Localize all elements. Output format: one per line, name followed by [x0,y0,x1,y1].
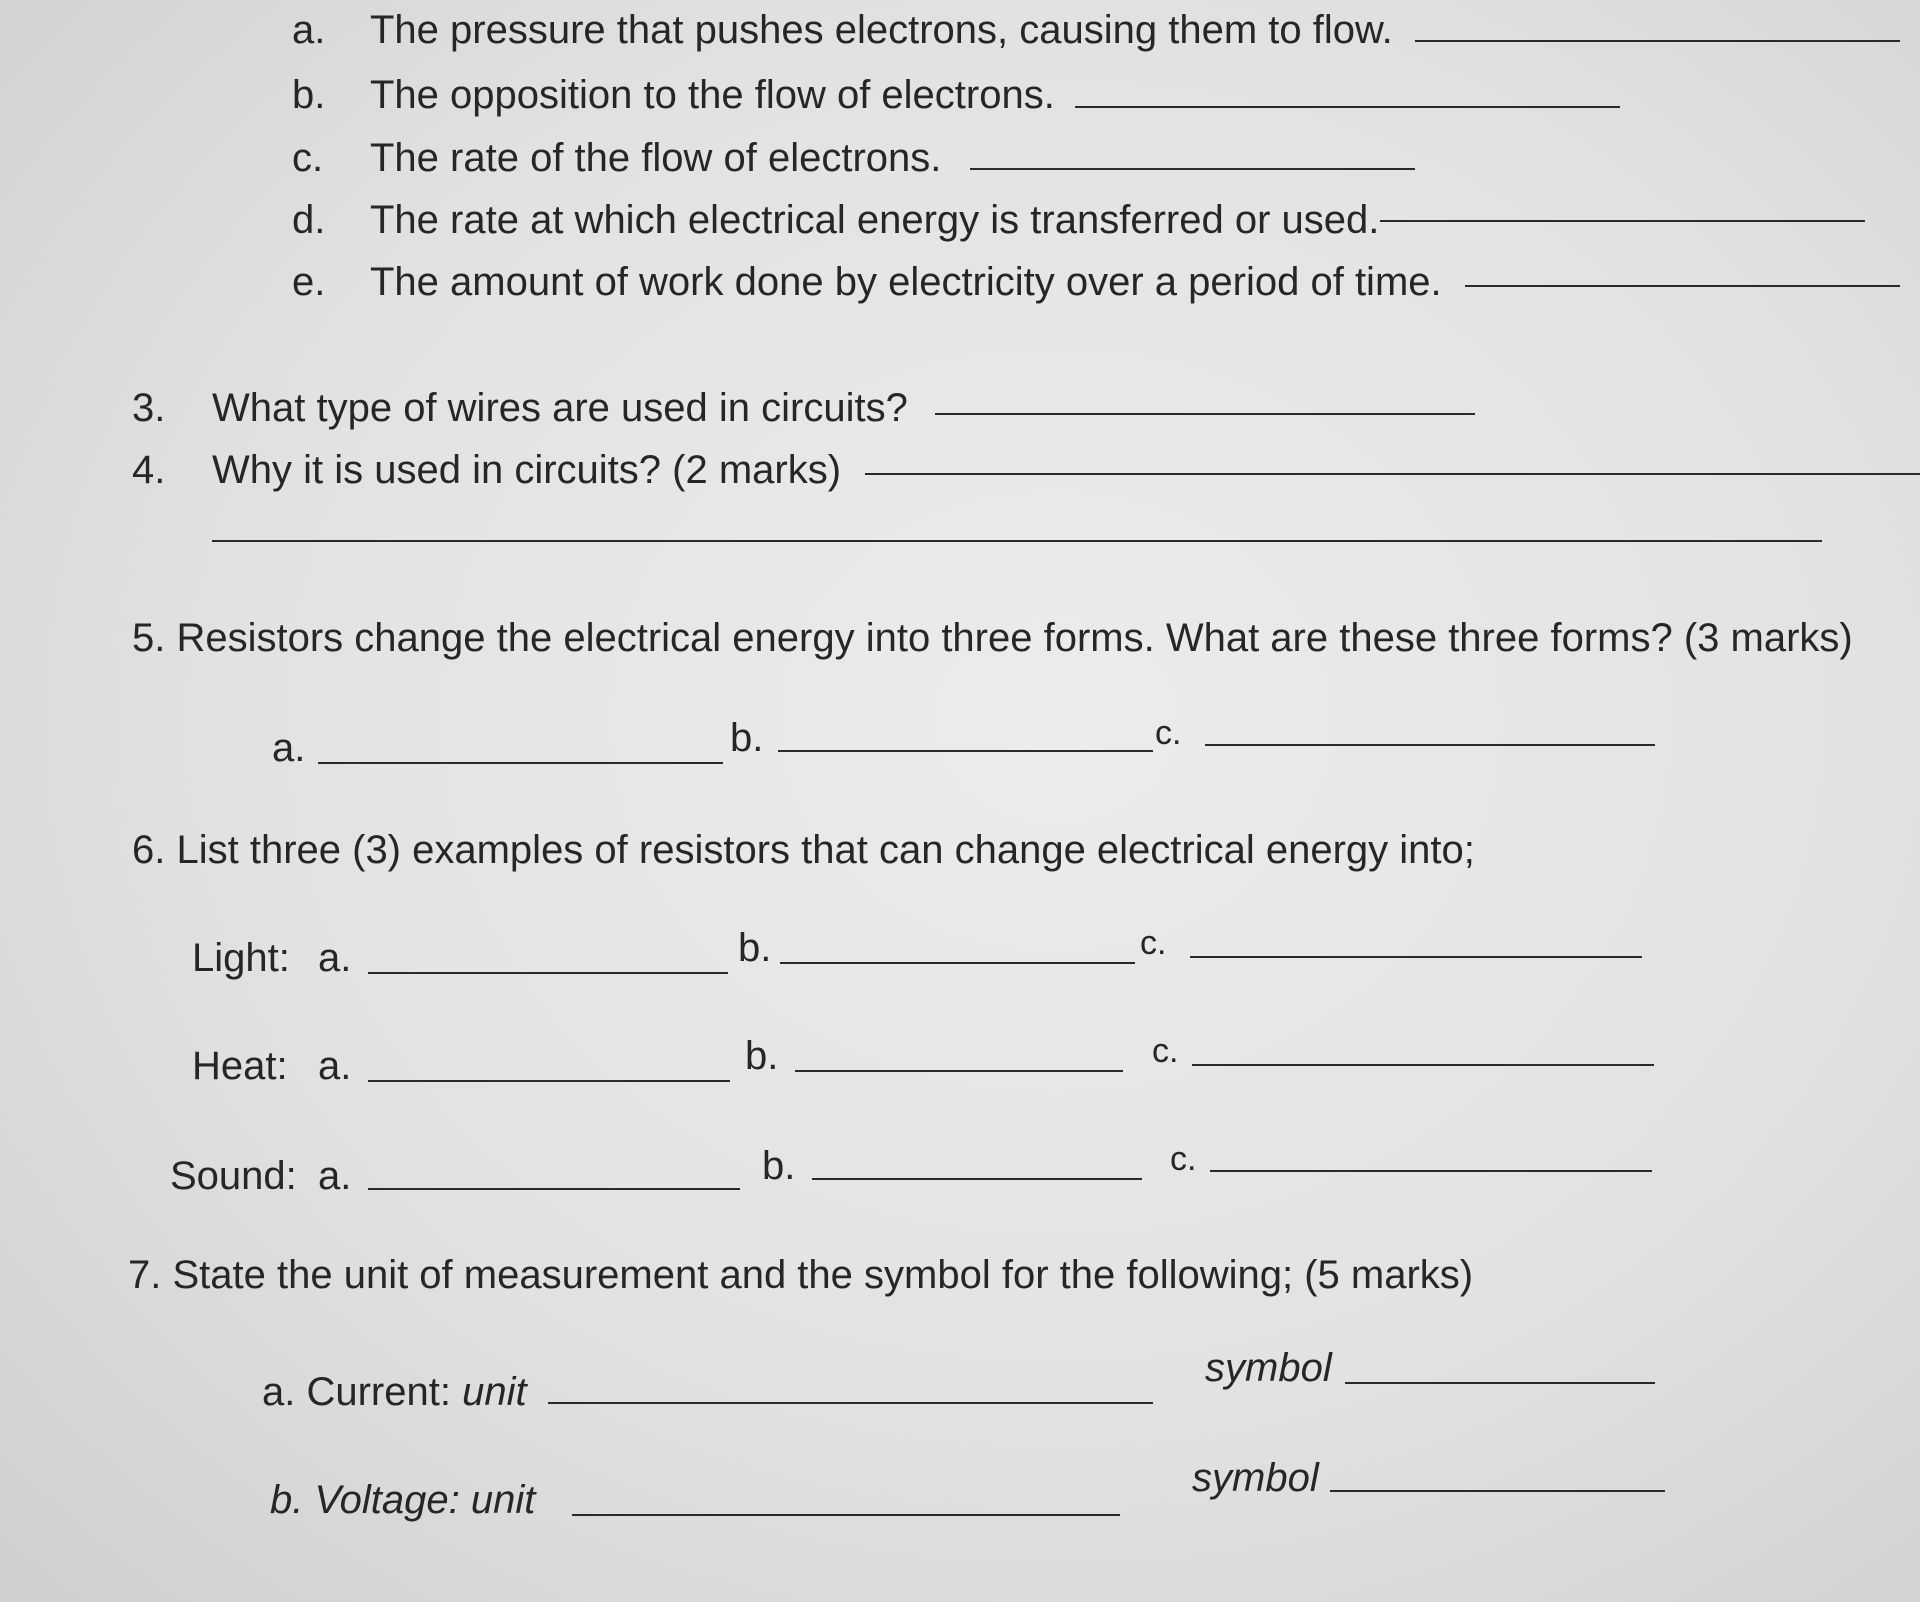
question-6-row-sound-blank-c[interactable] [1210,1170,1652,1172]
q2-item-a-label: a. [292,8,326,52]
question-6-row-sound-blank-b[interactable] [812,1178,1142,1180]
question-7-item-a-symbol-blank[interactable] [1345,1382,1655,1384]
question-7-item-b-symbol-blank[interactable] [1330,1490,1665,1492]
q2-item-c-label: c. [292,136,324,180]
question-5-label-a: a. [272,726,306,770]
question-4-answer-blank-1[interactable] [865,473,1920,475]
question-6-row-heat-label-a: a. [318,1044,352,1088]
question-6-row-sound-label-b: b. [762,1144,796,1188]
question-6-row-sound-name: Sound: [170,1154,297,1198]
q2-item-c-answer-blank[interactable] [970,168,1415,170]
q2-item-b-text: The opposition to the flow of electrons. [370,73,1055,117]
question-6-row-heat-label-b: b. [745,1034,779,1078]
question-6-row-heat-blank-b[interactable] [795,1070,1123,1072]
question-7-item-a-prefix: a. Current: [262,1370,463,1414]
question-3-text: What type of wires are used in circuits? [212,386,908,430]
q2-item-a-answer-blank[interactable] [1415,40,1900,42]
question-6-text: 6. List three (3) examples of resistors that can change electrical energy into; [132,828,1475,872]
q2-item-e-text: The amount of work done by electricity over a period of time. [370,260,1442,304]
question-6-row-heat-blank-c[interactable] [1192,1064,1654,1066]
question-6-row-heat-name: Heat: [192,1044,288,1088]
question-7-text: 7. State the unit of measurement and the symbol for the following; (5 marks) [128,1253,1474,1297]
question-5-blank-c[interactable] [1205,744,1655,746]
question-6-row-light-label-c: c. [1140,924,1167,962]
question-7-item-a-unit: unit [462,1370,527,1414]
question-4-number: 4. [132,448,166,492]
q2-item-e-label: e. [292,260,326,304]
question-6-row-light-label-a: a. [318,936,352,980]
question-7-item-b-symbol-label: symbol [1192,1456,1319,1500]
question-6-row-light-blank-a[interactable] [368,972,728,974]
question-7-item-a-unit-blank[interactable] [548,1402,1153,1404]
q2-item-d-label: d. [292,198,326,242]
question-5-text: 5. Resistors change the electrical energy into three forms. What are these three forms? (3 marks) [132,616,1853,660]
q2-item-a-text: The pressure that pushes electrons, causing them to flow. [370,8,1393,52]
question-6-row-sound-label-a: a. [318,1154,352,1198]
question-5-blank-b[interactable] [778,750,1153,752]
question-6-row-light-blank-c[interactable] [1190,956,1642,958]
question-3-number: 3. [132,386,166,430]
question-3-answer-blank[interactable] [935,413,1475,415]
question-4-text: Why it is used in circuits? (2 marks) [212,448,842,492]
question-4-answer-blank-2[interactable] [212,540,1822,542]
q2-item-c-text: The rate of the flow of electrons. [370,136,942,180]
question-6-row-light-blank-b[interactable] [780,962,1135,964]
question-7-item-a-symbol-label: symbol [1205,1346,1332,1390]
question-5-blank-a[interactable] [318,762,723,764]
q2-item-d-answer-blank[interactable] [1380,220,1865,222]
question-7-item-b-prefix: b. Voltage: unit [270,1478,536,1522]
question-6-row-sound-label-c: c. [1170,1140,1197,1178]
question-6-row-heat-label-c: c. [1152,1032,1179,1070]
question-6-row-light-name: Light: [192,936,290,980]
question-5-label-c: c. [1155,714,1182,752]
question-6-row-light-label-b: b. [738,926,772,970]
question-6-row-sound-blank-a[interactable] [368,1188,740,1190]
q2-item-e-answer-blank[interactable] [1465,285,1900,287]
question-5-label-b: b. [730,716,764,760]
q2-item-b-label: b. [292,73,326,117]
q2-item-d-text: The rate at which electrical energy is transferred or used. [370,198,1380,242]
q2-item-b-answer-blank[interactable] [1075,106,1620,108]
question-7-item-a [262,1372,527,1412]
question-7-item-b-unit-blank[interactable] [572,1514,1120,1516]
question-6-row-heat-blank-a[interactable] [368,1080,730,1082]
